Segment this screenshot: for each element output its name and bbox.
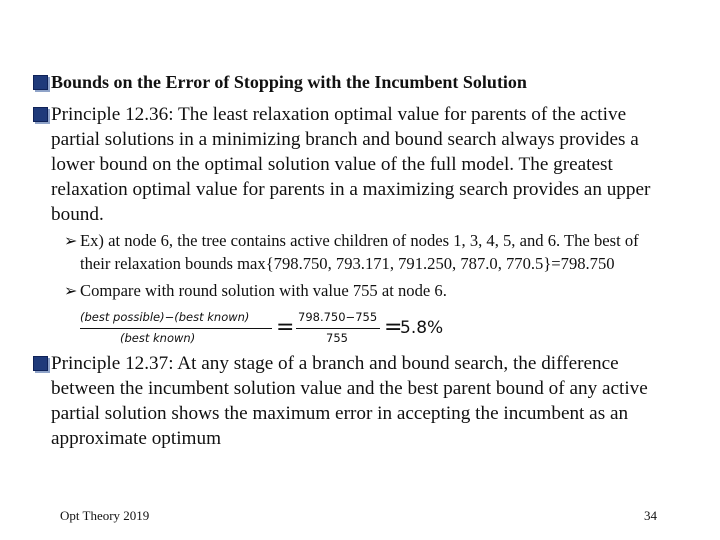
principle1-line: partial solutions in a minimizing branch and bound search always provides a — [51, 129, 639, 150]
principle1-line: relaxation optimal value for parents in a maximizing search provides an upper — [51, 179, 651, 200]
principle1-line: Principle 12.36: The least relaxation optimal value for parents of the active — [51, 104, 627, 125]
sub-bullet-line: their relaxation bounds max{798.750, 793.171, 791.250, 787.0, 770.5}=798.750 — [80, 254, 615, 273]
error-formula — [80, 309, 450, 349]
formula-denominator: (best known) — [120, 331, 196, 345]
sub-bullet-line: Ex) at node 6, the tree contains active children of nodes 1, 3, 4, 5, and 6. The best of — [80, 231, 639, 250]
principle2-line: partial solution shows the maximum error in accepting the incumbent as an — [51, 403, 629, 424]
principle2-line: between the incumbent solution value and the best parent bound of any active — [51, 378, 648, 399]
formula-numerator-value: 798.750−755 — [298, 310, 378, 324]
slide-heading: Bounds on the Error of Stopping with the Incumbent Solution — [51, 72, 527, 92]
equals-sign: = — [384, 315, 403, 340]
formula-result: 5.8% — [400, 318, 444, 338]
formula-numerator: (best possible)−(best known) — [80, 310, 250, 324]
principle2-line: Principle 12.37: At any stage of a branch and bound search, the difference — [51, 353, 619, 374]
fraction-bar — [80, 328, 272, 329]
fraction-bar — [296, 328, 380, 329]
principle1-line: lower bound on the optimal solution value of the full model. The greatest — [51, 154, 613, 175]
formula-denominator-value: 755 — [326, 331, 348, 345]
square-bullet-icon — [33, 75, 48, 90]
principle1-line: bound. — [51, 204, 104, 225]
arrow-bullet-icon: ➢ — [64, 231, 78, 250]
sub-bullet-line: Compare with round solution with value 755 at node 6. — [80, 281, 447, 300]
square-bullet-icon — [33, 107, 48, 122]
footer-course: Opt Theory 2019 — [60, 508, 150, 523]
square-bullet-icon — [33, 356, 48, 371]
page-number: 34 — [644, 508, 657, 523]
equals-sign: = — [276, 315, 295, 340]
arrow-bullet-icon: ➢ — [64, 281, 78, 300]
principle2-line: approximate optimum — [51, 428, 221, 449]
